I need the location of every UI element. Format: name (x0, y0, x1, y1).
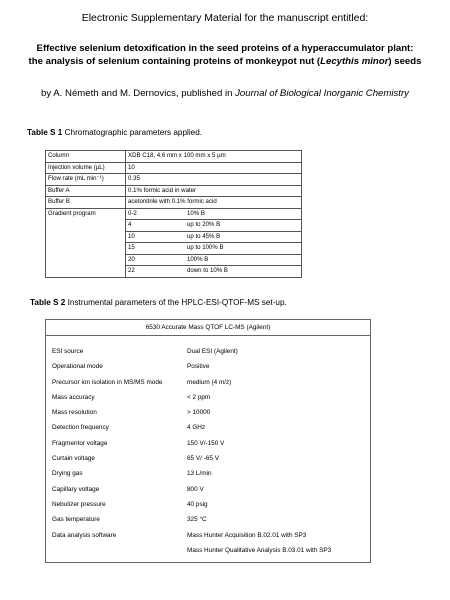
value-cell: 4 GHz (187, 424, 206, 432)
param-cell: Curtain voltage (52, 455, 95, 463)
table-s2-caption-text: Instrumental parameters of the HPLC-ESI-QTOF-MS set-up. (65, 298, 287, 307)
manuscript-title-line-1: Effective selenium detoxification in the seed proteins of a hyperaccumulator plant: (36, 43, 414, 54)
gradient-step-cell: 100% B (185, 254, 302, 266)
value-cell: > 10000 (187, 409, 211, 417)
gradient-step-cell: 10% B (185, 208, 302, 220)
manuscript-title-line-2 (0, 56, 450, 67)
param-cell: Operational mode (52, 363, 103, 371)
gradient-step-cell: up to 20% B (185, 220, 302, 232)
gradient-time-cell: 4 (126, 220, 186, 232)
param-cell: Precursor ion isolation in MS/MS mode (52, 378, 163, 386)
table-row (46, 185, 302, 197)
gradient-time-cell: 15 (126, 243, 186, 255)
param-cell: Nebulizer pressure (52, 500, 106, 508)
gradient-time-cell: 0-2 (126, 208, 186, 220)
journal-name: Journal of Biological Inorganic Chemistry (235, 88, 409, 99)
species-name: Lecythis minor (320, 56, 389, 67)
param-cell: Injection volume (µL) (46, 162, 126, 174)
value-cell: XDB C18, 4.6 mm x 100 mm x 5 µm (126, 151, 302, 163)
value-cell: 13 L/min (187, 470, 212, 478)
value-cell: 40 psig (187, 500, 208, 508)
value-cell: acetonitrile with 0.1% formic acid (126, 197, 302, 209)
gradient-step-cell: up to 45% B (185, 231, 302, 243)
value-cell: 150 V/-150 V (187, 439, 225, 447)
table-row (46, 390, 370, 405)
table-s1-caption (27, 128, 202, 137)
value-cell: 325 °C (187, 516, 207, 524)
table-row (46, 162, 302, 174)
table-row (46, 512, 370, 527)
title-text-post: ) seeds (388, 56, 422, 67)
title-text-pre: the analysis of selenium containing proteins of monkeypot nut ( (28, 56, 321, 67)
value-cell: 65 V/ -65 V (187, 455, 219, 463)
value-cell: Mass Hunter Acquisition B.02.01 with SP3 (187, 531, 307, 539)
table-row (46, 405, 370, 420)
value-cell: < 2 ppm (187, 393, 211, 401)
table-row (46, 528, 370, 543)
value-cell: 800 V (187, 485, 204, 493)
table-s1-caption-text: Chromatographic parameters applied. (62, 128, 203, 137)
gradient-step-cell: up to 100% B (185, 243, 302, 255)
param-cell: Flow rate (mL min⁻¹) (46, 174, 126, 186)
table-row (46, 497, 370, 512)
table-row (46, 359, 370, 374)
param-cell: Mass accuracy (52, 393, 95, 401)
table-row (46, 151, 302, 163)
gradient-time-cell: 10 (126, 231, 186, 243)
value-cell: Mass Hunter Qualitative Analysis B.03.01 with SP3 (187, 546, 332, 554)
table-row (46, 420, 370, 435)
value-cell: 0.1% formic acid in water (126, 185, 302, 197)
gradient-row (46, 208, 302, 220)
byline (0, 88, 450, 99)
value-cell: Dual ESI (Agilent) (187, 348, 238, 355)
table-row (46, 344, 370, 359)
table-row (46, 436, 370, 451)
param-cell: Buffer B (46, 197, 126, 209)
param-cell: Mass resolution (52, 409, 97, 417)
gradient-time-cell: 20 (126, 254, 186, 266)
table-row (46, 197, 302, 209)
table-s1 (45, 150, 302, 278)
gradient-label-cell: Gradient program (46, 208, 126, 277)
table-row (46, 174, 302, 186)
param-cell: ESI source (52, 348, 84, 355)
table-row (46, 466, 370, 481)
table-row (46, 482, 370, 497)
value-cell: Positive (187, 363, 210, 371)
table-s1-body (46, 151, 302, 278)
gradient-step-cell: down to 10% B (185, 266, 302, 278)
param-cell: Gas temperature (52, 516, 100, 524)
param-cell: Buffer A (46, 185, 126, 197)
supplementary-heading: Electronic Supplementary Material for the manuscript entitled: (81, 12, 369, 24)
param-cell: Fragmentor voltage (52, 439, 108, 447)
param-cell: Detection frequency (52, 424, 109, 432)
table-s2 (45, 319, 371, 563)
param-cell: Capillary voltage (52, 485, 100, 493)
value-cell: medium (4 m/z) (187, 378, 232, 386)
table-s2-title: 6530 Accurate Mass QTOF LC-MS (Agilent) (46, 320, 370, 336)
table-row (46, 375, 370, 390)
table-row (46, 451, 370, 466)
param-cell: Drying gas (52, 470, 83, 478)
table-s2-label: Table S 2 (30, 298, 66, 307)
byline-authors: by A. Németh and M. Dernovics, published in (41, 88, 236, 99)
table-s2-caption (30, 298, 287, 307)
table-s2-body (46, 336, 370, 562)
table-row (46, 543, 370, 558)
value-cell: 10 (126, 162, 302, 174)
table-s1-label: Table S 1 (27, 128, 63, 137)
gradient-time-cell: 22 (126, 266, 186, 278)
param-cell: Data analysis software (52, 531, 117, 539)
param-cell: Column (46, 151, 126, 163)
value-cell: 0.35 (126, 174, 302, 186)
